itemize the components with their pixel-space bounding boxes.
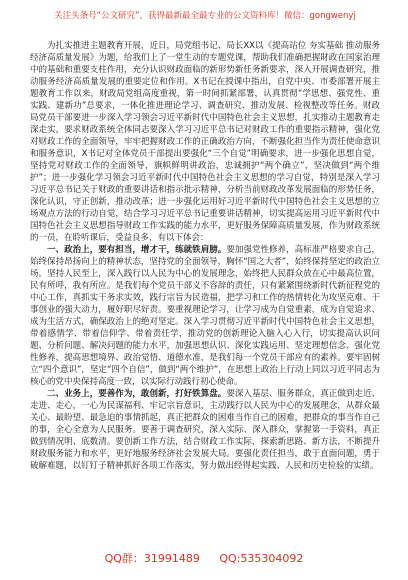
footer-qq-group: QQ群：31991489 (104, 552, 200, 565)
paragraph-section-2 (30, 388, 380, 472)
section-2-heading: 二、业务上，要善作为，敢创新，打好铁算盘。 (47, 389, 227, 399)
section-2-body: 要深入基层、服务群众，真正做到走近、走进、走心，一心为民谋福利、牢记宗旨意识，主动践行以人民为中心的发展理念，从群众最关心、最盼望、最急迫的事情抓起，真正把群众的困难当作自己的困难，把群众的事当作自己的事，全心全意为人民服务。要善于调查研究，深入实际、深入群众，掌握第一手资料，真正做到情况明、底数清。要创新工作方法，结合财政工作实际，探索新思路、新方法，不断提升财政服务能力和水平，更好地服务经济社会发展大局。要强化责任担当，敢于直面问题，勇于破解难题，以钉钉子精神抓好各项工作落实，努力做出经得起实践、人民和历史检验的实绩。 (30, 389, 380, 471)
section-1-body: 要加强党性修养，高标准严格要求自己，始终保持昂扬向上的精神状态，坚持党的全面领导，胸怀“国之大者”，始终保持坚定的政治立场。坚持人民至上，深入践行以人民为中心的发展理念，始终把人民群众放在心中最高位置，民有所呼，我有所应。是我们每个党员干部义不容辞的责任，只有紧紧围绕新时代新征程党的中心工作，真抓实干务求实效，践行宗旨为民造福，把学习和工作的热情转化为攻坚克难、干事创业的强大动力，履好职尽好责。要重视理论学习，让学习成为自觉重素，成为自觉追求、成为生活方式，确保政治上的绝对坚定。深入学习贯彻习近平新时代中国特色社会主义思想，带着感情学、带着信仰学、带着责任学，推动党的创新理论入脑入心入行，切实提高认识问题、分析问题、解决问题的能力水平，加强思想认识、深化实践运用、坚定理想信念、强化党性修养，提高思想境界、政治觉悟、道德水准，是我们每一个党员干部应有的素养。要牢固树立“四个意识”，坚定“四个自信”，做到“两个维护”，在思想上政治上行动上同以习近平同志为核心的党中央保持高度一致，以实际行动践行初心使命。 (30, 245, 380, 387)
paragraph-section-1 (30, 244, 380, 388)
banner-line-1: 关注头条号“公文研究”，获得最新最全最专业的公文资料库！微信：gongwenyj (54, 11, 356, 21)
section-1-heading: 一、政治上，要有担当，增才干，练就铁肩膀。 (47, 245, 227, 255)
document-body (30, 40, 380, 472)
header-banner (40, 10, 370, 22)
footer-contact (0, 550, 408, 566)
footer-qq: QQ:535304092 (219, 552, 304, 565)
paragraph-intro: 为扎实推进主题教育开展，近日，局党组书记、局长XX以《提高站位 夯实基础 推动服务经济高质量发展》为题，给我们上了一堂生动的专题党课，帮助我们准确把握財政在国家治理中的基础和重要支柱作用，充分认识财政面临的新形势新任务新要求，深入开展调查研究，推动服务经济高质量发展的重要定位和作用。X书记在授课中指出，自党中央、市委部署开展主题教育工作以来，财政局党组高度重视，第一时间抓紧部署，认真贯彻“学思想、强党性、重实践、建新功”总要求，一体化推进理论学习、调查研究、推动发展、检视整改等任务。财政局党员干部要进一步深入学习领会习近平新时代中国特色社会主义思想，扎实推动主题教育走深走实，要求财政系统全体同志要深入学习习近平总书记对财政工作的重要指示精神，强化党对财政工作的全面领导，牢牢把握财政工作的正确政治方向，不断强化担当作为责任使命意识和服务意识，X书记对全体党员干部提出要强化“三个自觉”明确要求，进一步强化思想自觉，坚持党对财政工作的全面领导，旗帜鲜明讲政治，忠诚拥护“两个确立”，坚决做到“两个维护”；进一步强化学习领会习近平新时代中国特色社会主义思想的学习自觉，特别是深入学习习近平总书记关于财政的重要讲话和指示批示精神，分析当前财政改革发展面临的形势任务，深化认识，守正创新，推动改革；进一步强化运用好习近平新时代中国特色社会主义思想的立场观点方法的行动自觉，结合学习习近平总书记重要讲话精神，切实提高运用习近平新时代中国特色社会主义思想指导财政工作实践的能力水平，更好服务保障高质量发展，作为财政系统的一员，在聆听课后，受益良多，有以下体会： (30, 41, 380, 243)
